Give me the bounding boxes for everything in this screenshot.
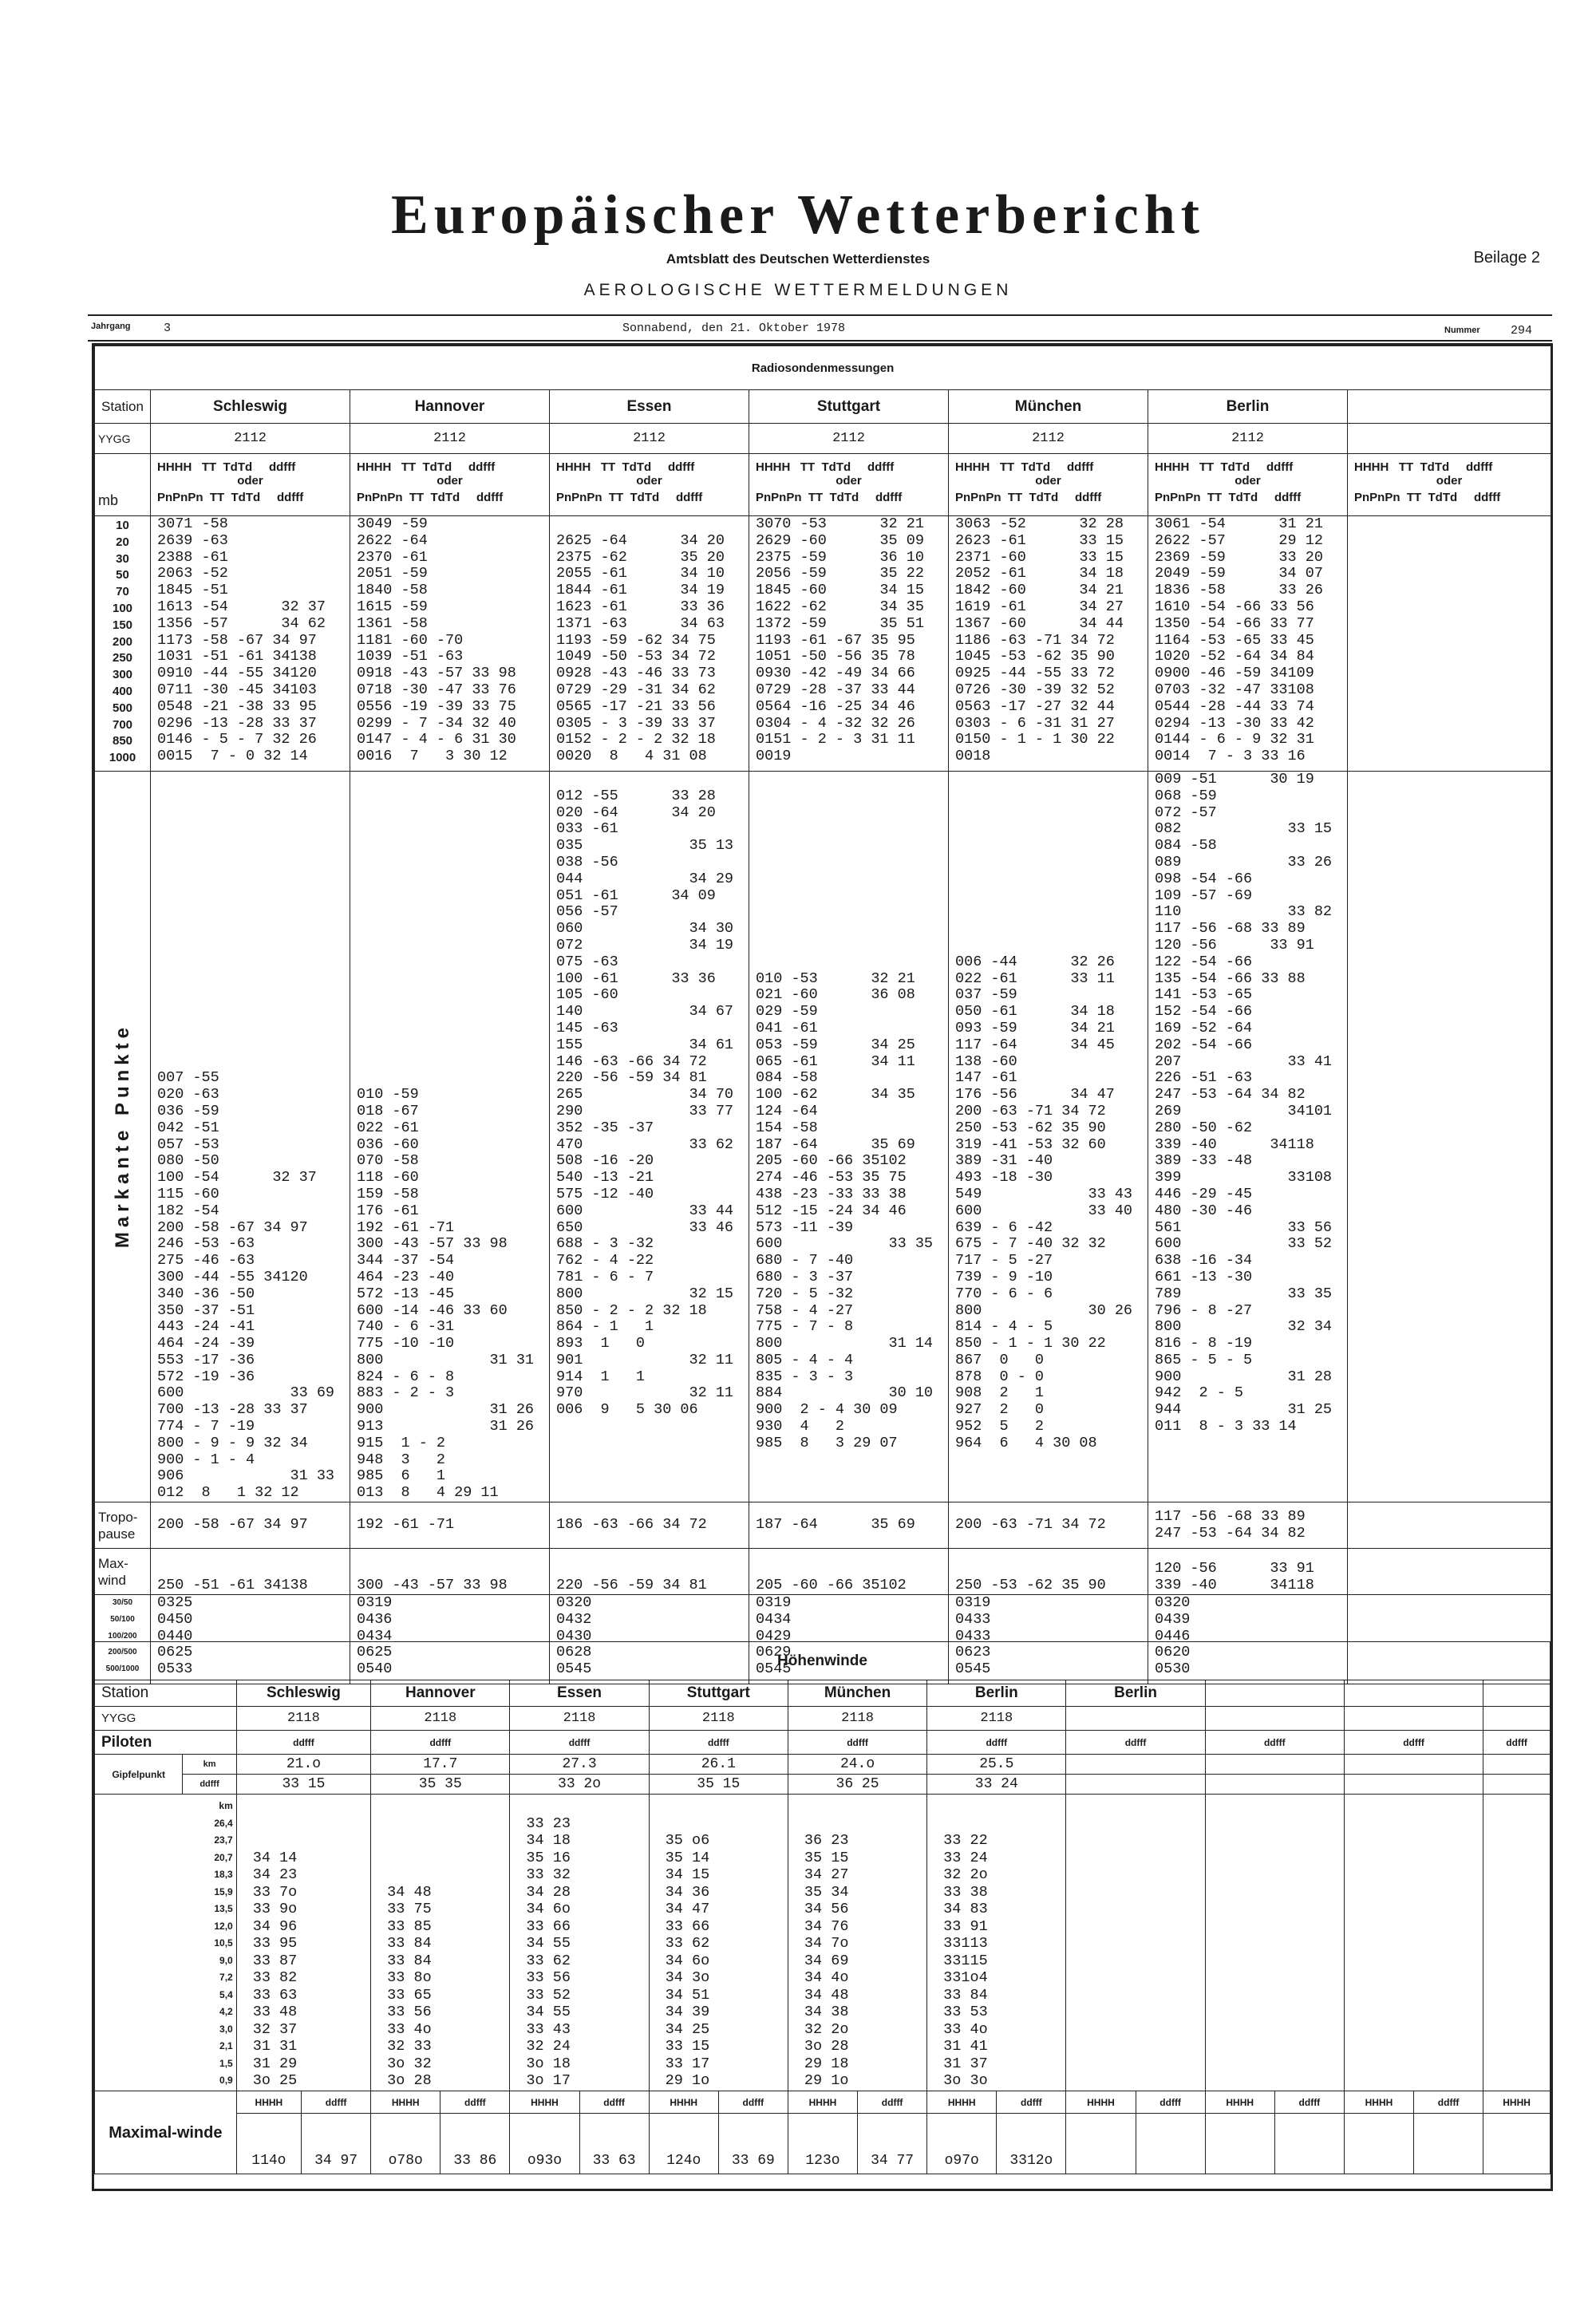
col-head-top: HHHH TT TdTd ddfff (357, 460, 496, 474)
gipfel-km: 17.7 (371, 1755, 510, 1775)
gipfel-km-label: km (183, 1755, 236, 1775)
ddfff-head: ddfff (649, 1731, 788, 1755)
col-head-top: HHHH TT TdTd ddfff (756, 460, 895, 474)
yygg-cell: 2112 (1148, 424, 1348, 454)
maxwind-cell: 120 -56 33 91 339 -40 34118 (1155, 1560, 1314, 1594)
nummer-value: 294 (1511, 324, 1533, 338)
piloten-label: Piloten (95, 1731, 237, 1755)
station-stuttgart: Stuttgart (749, 390, 949, 424)
max-ddfff (1274, 2114, 1344, 2174)
col-head-mid: oder (636, 474, 662, 488)
col-head-bot: PnPnPn TT TdTd ddfff (1155, 491, 1302, 504)
hw-station-empty (1205, 1680, 1344, 1707)
tropo-cell: 192 -61 -71 (357, 1516, 455, 1534)
gipfel-dd: 35 15 (649, 1775, 788, 1795)
layer-thickness: 0319 0434 0429 0629 0545 (756, 1594, 792, 1678)
hhhh-head: HHHH (1483, 2091, 1551, 2114)
col-head-bot: PnPnPn TT TdTd ddfff (756, 491, 903, 504)
col-head-bot: PnPnPn TT TdTd ddfff (157, 491, 304, 504)
gipfel-dd: 36 25 (788, 1775, 926, 1795)
gipfel-dd (1344, 1775, 1483, 1795)
std-levels-schleswig: 3071 -58 2639 -63 2388 -61 2063 -52 1845 -51 1613 -54 32 37 1356 -57 34 62 1173 -58 -67 34 97 1031 -51 -61 34138 0910 -44 -55 34120 0711 -30 -45 34103 0548 -21 -38 33 95 0296 -13 -28 33 37 0146 - 5 - 7 32 26 0015 7 - 0 32 14 (157, 515, 326, 765)
ddfff-head: ddfff (1414, 2091, 1483, 2114)
max-ddfff (1136, 2114, 1205, 2174)
col-head-top: HHHH TT TdTd ddfff (955, 460, 1094, 474)
hw-station-essen: Essen (510, 1680, 649, 1707)
section-heading: AEROLOGISCHE WETTERMELDUNGEN (583, 281, 1013, 299)
ddfff-head: ddfff (1136, 2091, 1205, 2114)
hhhh-head: HHHH (1344, 2091, 1413, 2114)
std-levels-muenchen: 3063 -52 32 28 2623 -61 33 15 2371 -60 33 15 2052 -61 34 18 1842 -60 34 21 1619 -61 34 27 1367 -60 34 44 1186 -63 -71 34 72 1045 -53 -62 35 90 0925 -44 -55 33 72 0726 -30 -39 32 52 0563 -17 -27 32 44 0303 - 6 -31 31 27 0150 - 1 - 1 30 22 0018 (955, 515, 1124, 765)
sig-points-berlin: 009 -51 30 19 068 -59 072 -57 082 33 15 084 -58 089 33 26 098 -54 -66 109 -57 -69 110 33 82 117 -56 -68 33 89 120 -56 33 91 122 -54 -66 135 -54 -66 33 88 141 -53 -65 152 -54 -66 169 -52 -64 202 -54 -66 207 33 41 226 -51 -63 247 -53 -64 34 82 269 34101 280 -50 -62 339 -40 34118 389 -33 -48 399 33108 446 -29 -45 480 -30 -46 561 33 56 600 33 52 638 -16 -34 661 -13 -30 789 33 35 796 - 8 -27 800 32 34 816 - 8 -19 865 - 5 - 5 900 31 28 942 2 - 5 944 31 25 011 8 - 3 33 14 (1155, 771, 1333, 1435)
sig-points-schleswig: 007 -55 020 -63 036 -59 042 -51 057 -53 080 -50 100 -54 32 37 115 -60 182 -54 200 -58 -67 34 97 246 -53 -63 275 -46 -63 300 -44 -55 34120 340 -36 -50 350 -37 -51 443 -24 -41 464 -24 -39 553 -17 -36 572 -19 -36 600 33 69 700 -13 -28 33 37 774 - 7 -19 800 - 9 - 9 32 34 900 - 1 - 4 906 31 33 012 8 1 32 12 (157, 1069, 335, 1502)
hw-yygg-label: YYGG (95, 1707, 237, 1731)
hw-yygg-cell: 2118 (788, 1707, 926, 1731)
gipfel-km: 21.o (236, 1755, 370, 1775)
ddfff-head: ddfff (440, 2091, 510, 2114)
gipfel-dd: 33 2o (510, 1775, 649, 1795)
max-ddfff: 33 86 (440, 2114, 510, 2174)
max-hhhh: o93o (510, 2114, 579, 2174)
hw-station-empty (1483, 1680, 1551, 1707)
col-head-mid: oder (437, 474, 463, 488)
gipfel-km: 26.1 (649, 1755, 788, 1775)
max-ddfff: 33 63 (579, 2114, 649, 2174)
markante-label: Markante Punkte (111, 1022, 133, 1248)
ddfff-head: ddfff (718, 2091, 788, 2114)
hw-station-berlin: Berlin (927, 1680, 1066, 1707)
max-hhhh: o97o (927, 2114, 997, 2174)
hw-yygg-cell: 2118 (649, 1707, 788, 1731)
ddfff-head: ddfff (997, 2091, 1066, 2114)
hw-yygg-cell (1205, 1707, 1344, 1731)
hw-yygg-cell: 2118 (927, 1707, 1066, 1731)
hw-station-schleswig: Schleswig (236, 1680, 370, 1707)
ddfff-head: ddfff (302, 2091, 371, 2114)
gipfel-km: 27.3 (510, 1755, 649, 1775)
gipfel-km: 25.5 (927, 1755, 1066, 1775)
max-hhhh: o78o (371, 2114, 440, 2174)
station-label: Station (95, 390, 151, 424)
maxwind-cell: 300 -43 -57 33 98 (357, 1577, 508, 1594)
hw-winds-berlin: 33 22 33 24 32 2o 33 38 34 83 33 91 33113 33115 331o4 33 84 33 53 33 4o 31 41 31 37 3o 3o (943, 1832, 988, 2089)
station-schleswig: Schleswig (151, 390, 350, 424)
tropo-cell: 186 -63 -66 34 72 (556, 1516, 707, 1534)
gipfel-dd: 33 15 (236, 1775, 370, 1795)
maximal-label: Maximal-winde (95, 2091, 237, 2174)
station-essen: Essen (550, 390, 749, 424)
layer-thickness: 0325 0450 0440 0625 0533 (157, 1594, 193, 1678)
hoehenwinde-title: Höhenwinde (95, 1642, 1551, 1680)
std-levels-hannover: 3049 -59 2622 -64 2370 -61 2051 -59 1840 -58 1615 -59 1361 -58 1181 -60 -70 1039 -51 -63 0918 -43 -57 33 98 0718 -30 -47 33 76 0556 -19 -39 33 75 0299 - 7 -34 32 40 0147 - 4 - 6 31 30 0016 7 3 30 12 (357, 515, 516, 765)
column-header (1348, 454, 1551, 516)
std-levels-berlin: 3061 -54 31 21 2622 -57 29 12 2369 -59 33 20 2049 -59 34 07 1836 -58 33 26 1610 -54 -66 33 56 1350 -54 -66 33 77 1164 -53 -65 33 45 1020 -52 -64 34 84 0900 -46 -59 34109 0703 -32 -47 33108 0544 -28 -44 33 74 0294 -13 -30 33 42 0144 - 6 - 9 32 31 0014 7 - 3 33 16 (1155, 515, 1323, 765)
hw-winds-schleswig: 34 14 34 23 33 7o 33 9o 34 96 33 95 33 87 33 82 33 63 33 48 32 37 31 31 31 29 3o 25 (252, 1849, 298, 2089)
sig-points-muenchen: 006 -44 32 26 022 -61 33 11 037 -59 050 -61 34 18 093 -59 34 21 117 -64 34 45 138 -60 147 -61 176 -56 34 47 200 -63 -71 34 72 250 -53 -62 35 90 319 -41 -53 32 60 389 -31 -40 493 -18 -30 549 33 43 600 33 40 639 - 6 -42 675 - 7 -40 32 32 717 - 5 -27 739 - 9 -10 770 - 6 - 6 800 30 26 814 - 4 - 5 850 - 1 - 1 30 22 867 0 0 878 0 - 0 908 2 1 927 2 0 952 5 2 964 6 4 30 08 (955, 953, 1133, 1451)
col-head-top: HHHH TT TdTd ddfff (1354, 460, 1493, 474)
km-levels: km 26,4 23,7 20,7 18,3 15,9 13,5 12,0 10,5 9,0 7,2 5,4 4,2 3,0 2,1 1,5 0,9 (214, 1800, 233, 2086)
tropo-label: Tropo-pause (95, 1502, 151, 1549)
gipfel-dd (1066, 1775, 1205, 1795)
layer-thickness: 0320 0432 0430 0628 0545 (556, 1594, 592, 1678)
station-hannover: Hannover (350, 390, 550, 424)
gipfel-dd-label: ddfff (183, 1775, 236, 1795)
max-ddfff: 34 77 (858, 2114, 927, 2174)
max-ddfff: 33 69 (718, 2114, 788, 2174)
max-ddfff: 34 97 (302, 2114, 371, 2174)
jahrgang-value: 3 (164, 322, 172, 335)
tropo-cell: 200 -58 -67 34 97 (157, 1516, 308, 1534)
hw-yygg-cell (1483, 1707, 1551, 1731)
gipfel-dd: 35 35 (371, 1775, 510, 1795)
ddfff-head: ddfff (1344, 1731, 1483, 1755)
tropo-cell: 200 -63 -71 34 72 (955, 1516, 1106, 1534)
column-header (151, 454, 350, 516)
hhhh-head: HHHH (510, 2091, 579, 2114)
gipfel-dd (1483, 1775, 1551, 1795)
hw-yygg-cell: 2118 (371, 1707, 510, 1731)
gipfel-km (1344, 1755, 1483, 1775)
col-head-bot: PnPnPn TT TdTd ddfff (955, 491, 1102, 504)
yygg-cell: 2112 (949, 424, 1148, 454)
hw-station-stuttgart: Stuttgart (649, 1680, 788, 1707)
hw-station-label: Station (95, 1680, 237, 1707)
std-levels-stuttgart: 3070 -53 32 21 2629 -60 35 09 2375 -59 36 10 2056 -59 35 22 1845 -60 34 15 1622 -62 34 35 1372 -59 35 51 1193 -61 -67 35 95 1051 -50 -56 35 78 0930 -42 -49 34 66 0729 -28 -37 33 44 0564 -16 -25 34 46 0304 - 4 -32 32 26 0151 - 2 - 3 31 11 0019 (756, 515, 924, 765)
mb-levels: 10 20 30 50 70 100 150 200 250 300 400 500 700 850 1000 (109, 519, 136, 765)
ddfff-head: ddfff (510, 1731, 649, 1755)
column-header (749, 454, 949, 516)
hw-station-berlin-2: Berlin (1066, 1680, 1205, 1707)
hw-yygg-cell: 2118 (510, 1707, 649, 1731)
maxwind-cell: 205 -60 -66 35102 (756, 1577, 907, 1594)
std-levels-essen: 2625 -64 34 20 2375 -62 35 20 2055 -61 34 10 1844 -61 34 19 1623 -61 33 36 1371 -63 34 63 1193 -59 -62 34 75 1049 -50 -53 34 72 0928 -43 -46 33 73 0729 -29 -31 34 62 0565 -17 -21 33 56 0305 - 3 -39 33 37 0152 - 2 - 2 32 18 0020 8 4 31 08 (556, 531, 725, 765)
yygg-cell: 2112 (151, 424, 350, 454)
layer-thickness: 0319 0433 0433 0623 0545 (955, 1594, 991, 1678)
hw-winds-essen: 33 23 34 18 35 16 33 32 34 28 34 6o 33 66 34 55 33 62 33 56 33 52 34 55 33 43 32 24 3o 18 3o 17 (526, 1814, 571, 2089)
yygg-cell: 2112 (749, 424, 949, 454)
gipfel-label: Gipfelpunkt (95, 1755, 183, 1795)
hhhh-head: HHHH (927, 2091, 997, 2114)
hhhh-head: HHHH (1066, 2091, 1136, 2114)
station-berlin: Berlin (1148, 390, 1348, 424)
column-header (1148, 454, 1348, 516)
issue-date: Sonnabend, den 21. Oktober 1978 (622, 322, 846, 335)
ddfff-head: ddfff (1066, 1731, 1205, 1755)
tropo-cell: 117 -56 -68 33 89 247 -53 -64 34 82 (1155, 1507, 1306, 1542)
issue-line (88, 314, 1552, 342)
hhhh-head: HHHH (1205, 2091, 1274, 2114)
max-hhhh (1483, 2114, 1551, 2174)
ddfff-head: ddfff (371, 1731, 510, 1755)
layer-thickness: 0319 0436 0434 0625 0540 (357, 1594, 393, 1678)
ddfff-head: ddfff (1205, 1731, 1344, 1755)
maxwind-cell: 220 -56 -59 34 81 (556, 1577, 707, 1594)
max-hhhh (1205, 2114, 1274, 2174)
col-head-bot: PnPnPn TT TdTd ddfff (556, 491, 703, 504)
hw-station-empty (1344, 1680, 1483, 1707)
gipfel-dd (1205, 1775, 1344, 1795)
ddfff-head: ddfff (858, 2091, 927, 2114)
col-head-top: HHHH TT TdTd ddfff (556, 460, 695, 474)
tropo-cell: 187 -64 35 69 (756, 1516, 915, 1534)
layer-labels: 30/50 50/100 100/200 200/500 500/1000 (105, 1598, 140, 1674)
max-hhhh: 114o (236, 2114, 301, 2174)
hhhh-head: HHHH (649, 2091, 718, 2114)
hw-yygg-cell (1066, 1707, 1205, 1731)
yygg-cell: 2112 (550, 424, 749, 454)
maxwind-cell: 250 -53 -62 35 90 (955, 1577, 1106, 1594)
hw-winds-hannover: 34 48 33 75 33 85 33 84 33 84 33 8o 33 65 33 56 33 4o 32 33 3o 32 3o 28 (387, 1883, 432, 2089)
mb-label: mb (95, 454, 151, 516)
col-head-bot: PnPnPn TT TdTd ddfff (357, 491, 504, 504)
ddfff-head: ddfff (1274, 2091, 1344, 2114)
sig-points-stuttgart: 010 -53 32 21 021 -60 36 08 029 -59 041 -61 053 -59 34 25 065 -61 34 11 084 -58 100 -62 34 35 124 -64 154 -58 187 -64 35 69 205 -60 -66 35102 274 -46 -53 35 75 438 -23 -33 33 38 512 -15 -24 34 46 573 -11 -39 600 33 35 680 - 7 -40 680 - 3 -37 720 - 5 -32 758 - 4 -27 775 - 7 - 8 800 31 14 805 - 4 - 4 835 - 3 - 3 884 30 10 900 2 - 4 30 09 930 4 2 985 8 3 29 07 (756, 969, 934, 1451)
radiosonde-title: Radiosondenmessungen (95, 346, 1551, 390)
station-muenchen: München (949, 390, 1148, 424)
col-head-top: HHHH TT TdTd ddfff (157, 460, 296, 474)
col-head-bot: PnPnPn TT TdTd ddfff (1354, 491, 1501, 504)
column-header (550, 454, 749, 516)
col-head-mid: oder (237, 474, 263, 488)
maxwind-label: Max-wind (95, 1549, 151, 1595)
gipfel-km (1483, 1755, 1551, 1775)
station-empty (1348, 390, 1551, 424)
ddfff-head: ddfff (236, 1731, 370, 1755)
beilage-label: Beilage 2 (1473, 249, 1540, 267)
yygg-cell (1348, 424, 1551, 454)
hw-yygg-cell (1344, 1707, 1483, 1731)
yygg-label: YYGG (95, 424, 151, 454)
ddfff-head: ddfff (927, 1731, 1066, 1755)
ddfff-head: ddfff (788, 1731, 926, 1755)
ddfff-head: ddfff (1483, 1731, 1551, 1755)
gipfel-dd: 33 24 (927, 1775, 1066, 1795)
max-ddfff (1414, 2114, 1483, 2174)
hhhh-head: HHHH (371, 2091, 440, 2114)
hhhh-head: HHHH (788, 2091, 857, 2114)
max-hhhh: 124o (649, 2114, 718, 2174)
col-head-mid: oder (1035, 474, 1061, 488)
sig-points-hannover: 010 -59 018 -67 022 -61 036 -60 070 -58 118 -60 159 -58 176 -61 192 -61 -71 300 -43 -57 33 98 344 -37 -54 464 -23 -40 572 -13 -45 600 -14 -46 33 60 740 - 6 -31 775 -10 -10 800 31 31 824 - 6 - 8 883 - 2 - 3 900 31 26 913 31 26 915 1 - 2 948 3 2 985 6 1 013 8 4 29 11 (357, 1086, 535, 1502)
max-hhhh (1066, 2114, 1136, 2174)
hw-yygg-cell: 2118 (236, 1707, 370, 1731)
hw-winds-muenchen: 36 23 35 15 34 27 35 34 34 56 34 76 34 7o 34 69 34 4o 34 48 34 38 32 2o 3o 28 29 18 29 1o (804, 1832, 849, 2089)
hoehenwinde-table (94, 1641, 1551, 2174)
hw-winds-stuttgart: 35 o6 35 14 34 15 34 36 34 47 33 66 33 62 34 6o 34 3o 34 51 34 39 34 25 33 15 33 17 29 1o (665, 1832, 710, 2089)
ddfff-head: ddfff (579, 2091, 649, 2114)
gipfel-km: 24.o (788, 1755, 926, 1775)
max-hhhh (1344, 2114, 1413, 2174)
subtitle: Amtsblatt des Deutschen Wetterdienstes (666, 251, 930, 267)
main-frame (92, 343, 1553, 2191)
jahrgang-label: Jahrgang (91, 322, 131, 331)
gipfel-km (1066, 1755, 1205, 1775)
radiosonde-table (94, 345, 1551, 1684)
gipfel-km (1205, 1755, 1344, 1775)
max-hhhh: 123o (788, 2114, 857, 2174)
nummer-label: Nummer (1444, 326, 1480, 335)
max-ddfff: 3312o (997, 2114, 1066, 2174)
col-head-mid: oder (1436, 474, 1463, 488)
yygg-cell: 2112 (350, 424, 550, 454)
hw-station-hannover: Hannover (371, 1680, 510, 1707)
column-header (350, 454, 550, 516)
col-head-top: HHHH TT TdTd ddfff (1155, 460, 1294, 474)
column-header (949, 454, 1148, 516)
hw-station-muenchen: München (788, 1680, 926, 1707)
maxwind-cell: 250 -51 -61 34138 (157, 1577, 308, 1594)
col-head-mid: oder (1235, 474, 1261, 488)
layer-thickness: 0320 0439 0446 0620 0530 (1155, 1594, 1191, 1678)
sig-points-essen: 012 -55 33 28 020 -64 34 20 033 -61 035 35 13 038 -56 044 34 29 051 -61 34 09 056 -57 060 34 30 072 34 19 075 -63 100 -61 33 36 105 -60 140 34 67 145 -63 155 34 61 146 -63 -66 34 72 220 -56 -59 34 81 265 34 70 290 33 77 352 -35 -37 470 33 62 508 -16 -20 540 -13 -21 575 -12 -40 600 33 44 650 33 46 688 - 3 -32 762 - 4 -22 781 - 6 - 7 800 32 15 850 - 2 - 2 32 18 864 - 1 1 893 1 0 901 32 11 914 1 1 970 32 11 006 9 5 30 06 (556, 787, 734, 1419)
markante-cell (95, 772, 151, 1502)
col-head-mid: oder (836, 474, 862, 488)
hhhh-head: HHHH (236, 2091, 301, 2114)
page-title: Europäischer Wetterbericht (391, 184, 1205, 246)
